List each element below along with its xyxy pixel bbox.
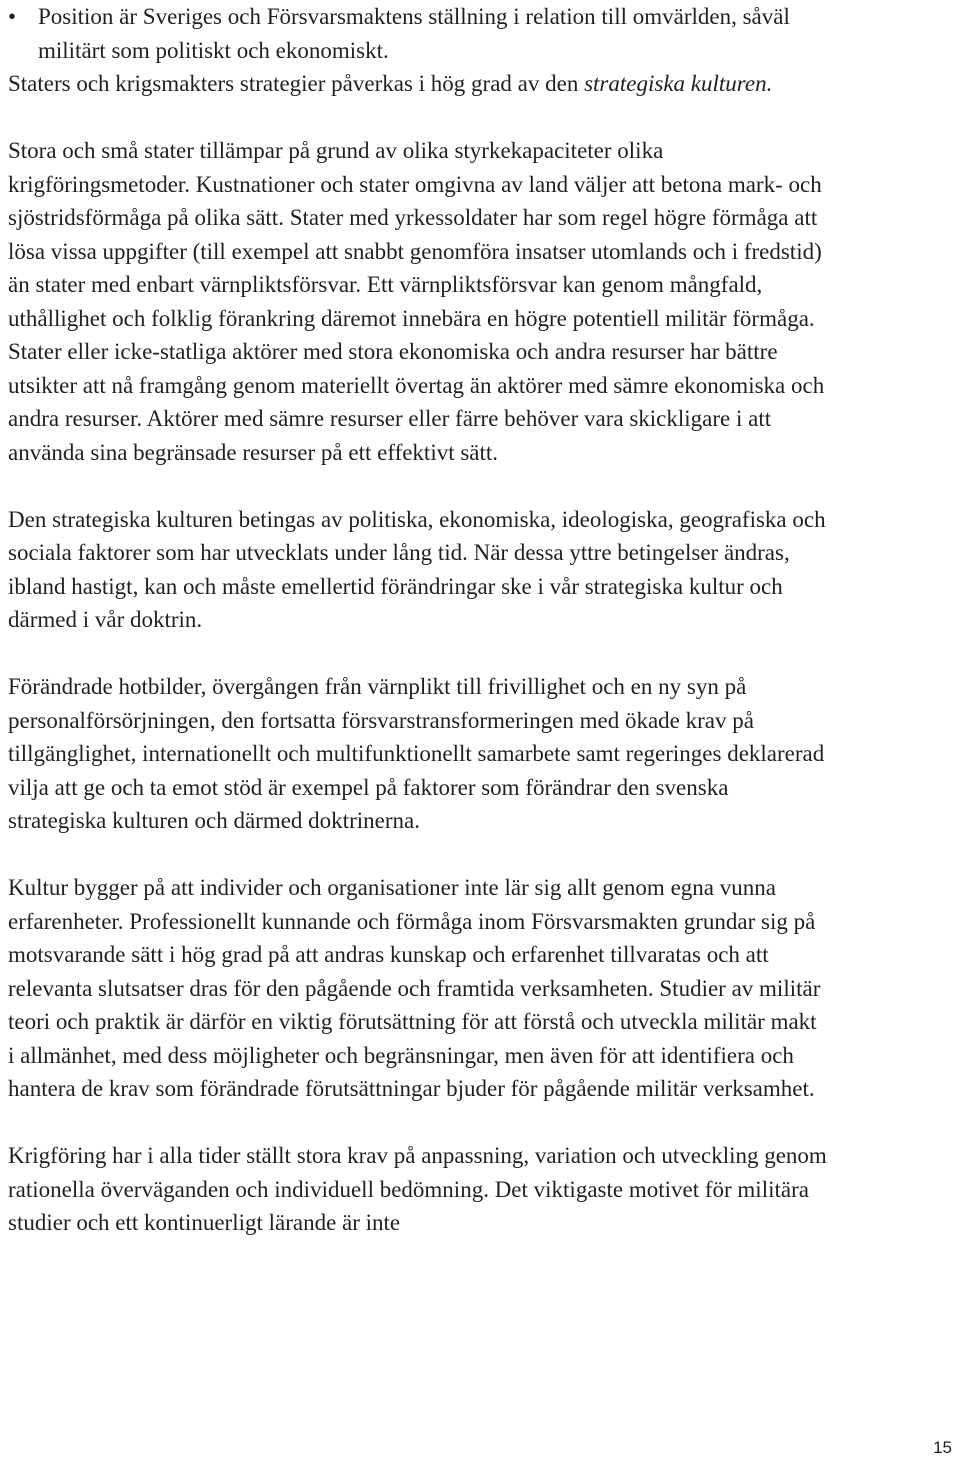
paragraph-warfare-adaptation: Krigföring har i alla tider ställt stora krav på anpassning, variation och utveckling genom rationella överväganden och individuell bedömning. Det viktigaste motivet för militära studier och ett kontinuerligt lärande är inte <box>8 1143 827 1235</box>
paragraph-changing-factors: Förändrade hotbilder, övergången från värnplikt till frivillighet och en ny syn på personalförsörjningen, den fortsatta försvarstransformeringen med ökade krav på tillgänglighet, internationellt och multifunktionellt samarbete samt regeringes deklarerad vilja att ge och ta emot stöd är exempel på faktorer som förändrar den svenska strategiska kulturen och därmed doktrinerna. <box>8 674 825 833</box>
page-number: 15 <box>933 1438 952 1457</box>
document-page <box>8 0 828 1273</box>
bullet-item: • Position är Sveriges och Försvarsmaktens ställning i relation till omvärlden, såväl militärt som politiskt och ekonomiskt. <box>8 0 828 67</box>
bullet-list <box>8 0 828 67</box>
emphasis-text: strategiska kulturen. <box>584 71 773 96</box>
paragraph-text: Staters och krigsmakters strategier påverkas i hög grad av den <box>8 71 585 96</box>
paragraph-strategic-culture-intro <box>8 67 828 101</box>
paragraph-culture-learning: Kultur bygger på att individer och organisationer inte lär sig allt genom egna vunna erfarenheter. Professionellt kunnande och förmåga inom Försvarsmakten grundar sig på motsvarande sätt i hög grad på att andras kunskap och erfarenhet tillvaratas och att relevanta slutsatser dras för den pågående och framtida verksamheten. Studier av militär teori och praktik är därför en viktig förutsättning för att förstå och utveckla militär makt i allmänhet, med dess möjligheter och begränsningar, men även för att identifiera och hantera de krav som förändrade förutsättningar bjuder för pågående militär verksamhet. <box>8 875 821 1101</box>
paragraph-warfare-methods: Stora och små stater tillämpar på grund av olika styrkekapaciteter olika krigföringsmetoder. Kustnationer och stater omgivna av land väljer att betona mark- och sjöstridsförmåga på olika sätt. Stater med yrkessoldater har som regel högre förmåga att lösa vissa uppgifter (till exempel att snabbt genomföra insatser utomlands och i fredstid) än stater med enbart värnpliktsförsvar. Ett värnpliktsförsvar kan genom mångfald, uthållighet och folklig förankring däremot innebära en högre potentiell militär förmåga. Stater eller icke-statliga aktörer med stora ekonomiska och andra resurser har bättre utsikter att nå framgång genom materiellt övertag än aktörer med sämre ekonomiska och andra resurser. Aktörer med sämre resurser eller färre behöver vara skickligare i att använda sina begränsade resurser på ett effektivt sätt. <box>8 138 825 465</box>
paragraph-culture-conditions: Den strategiska kulturen betingas av politiska, ekonomiska, ideologiska, geografiska och sociala faktorer som har utvecklats under lång tid. När dessa yttre betingelser ändras, ibland hastigt, kan och måste emellertid förändringar ske i vår strategiska kultur och därmed i vår doktrin. <box>8 506 826 632</box>
